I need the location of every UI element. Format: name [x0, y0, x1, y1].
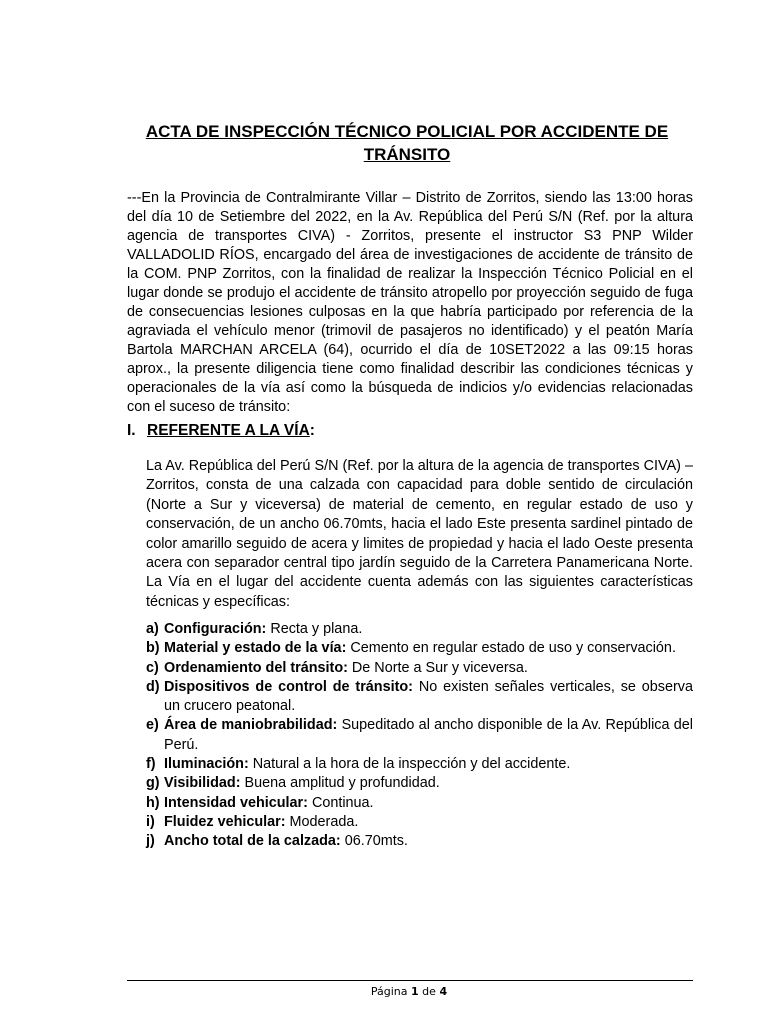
list-item [146, 659, 693, 678]
list-marker: b) [146, 640, 160, 657]
section-title-colon: : [309, 422, 315, 439]
characteristics-list [146, 620, 693, 852]
item-text: Supeditado al ancho disponible de la Av. República del Perú. [164, 717, 693, 753]
list-item [146, 755, 693, 774]
intro-paragraph: ---En la Provincia de Contralmirante Villar – Distrito de Zorritos, siendo las 13:00 horas del día 10 de Setiembre del 2022, en la Av. República del Perú S/N (Ref. por la altura agencia de transportes CIVA) - Zorritos, presente el instructor S3 PNP Wilder VALLADOLID RÍOS, encargado del área de investigaciones de accidente de tránsito de la COM. PNP Zorritos, con la finalidad de realizar la Inspección Técnico Policial en el lugar donde se produjo el accidente de tránsito atropello por proyección seguido de fuga de consecuencias lesiones culposas en la que habría participado por referencia de la agraviada el vehículo menor (trimovil de pasajeros no identificado) y el peatón María Bartola MARCHAN ARCELA (64), ocurrido el día de 10SET2022 a las 09:15 horas aprox., la presente diligencia tiene como finalidad describir las condiciones técnicas y operacionales de la vía así como la búsqueda de indicios y/o evidencias relacionadas con el suceso de tránsito: [127, 190, 693, 415]
list-item [146, 639, 693, 658]
item-label: Iluminación: [164, 756, 249, 773]
item-text: Recta y plana. [266, 621, 363, 637]
item-label: Configuración: [164, 621, 267, 637]
footer-current-page: 1 [411, 985, 419, 998]
list-item [146, 774, 693, 793]
item-text: Moderada. [285, 813, 359, 830]
footer-middle: de [418, 985, 440, 998]
list-marker: d) [146, 678, 160, 695]
footer-total-pages: 4 [439, 985, 448, 998]
list-item [146, 813, 693, 832]
item-label: Área de maniobrabilidad: [164, 717, 338, 734]
item-text: Natural a la hora de la inspección y del accidente. [248, 756, 571, 773]
section-number: I. [127, 422, 136, 439]
item-text: 06.70mts. [340, 833, 408, 850]
page-footer [0, 985, 768, 998]
item-label: Intensidad vehicular: [164, 794, 308, 811]
footer-prefix: Página [370, 985, 412, 998]
section-title: REFERENTE A LA VÍA [147, 422, 310, 439]
section-heading [127, 422, 315, 440]
list-item [146, 794, 693, 813]
list-item [146, 716, 693, 755]
item-label: Visibilidad: [164, 775, 241, 792]
item-text: Continua. [307, 794, 374, 811]
section-paragraph: La Av. República del Perú S/N (Ref. por la altura de la agencia de transportes CIVA) – Zorritos, consta de una calzada con capacidad para doble sentido de circulación (Norte a Sur y viceversa) de material de cemento, en regular estado de uso y conservación, de un ancho 06.70mts, hacia el lado Este presenta sardinel pintado de color amarillo seguido de acera y limites de propiedad y hacia el lado Oeste presenta acera con separador central tipo jardín seguido de la Carretera Panamericana Norte. La Vía en el lugar del accidente cuenta además con las siguientes características técnicas y específicas: [146, 458, 693, 610]
list-marker: g) [146, 775, 160, 792]
list-item [146, 678, 693, 717]
item-text: Cemento en regular estado de uso y conservación. [346, 640, 676, 657]
list-marker: e) [146, 717, 159, 734]
document-title: ACTA DE INSPECCIÓN TÉCNICO POLICIAL POR ACCIDENTE DE TRÁNSITO [145, 122, 669, 164]
item-text: De Norte a Sur y viceversa. [347, 659, 528, 676]
item-text: Buena amplitud y profundidad. [240, 775, 440, 792]
list-marker: i) [146, 813, 155, 830]
list-marker: c) [146, 659, 159, 676]
list-marker: a) [146, 621, 159, 637]
list-item [146, 620, 693, 639]
list-marker: h) [146, 794, 160, 811]
footer-divider [127, 980, 693, 981]
list-item [146, 832, 693, 851]
item-text: No existen señales verticales, se observa un crucero peatonal. [164, 678, 693, 715]
item-label: Ordenamiento del tránsito: [164, 659, 348, 676]
item-label: Fluidez vehicular: [164, 813, 286, 830]
list-marker: f) [146, 756, 156, 773]
item-label: Ancho total de la calzada: [164, 833, 341, 850]
list-marker: j) [146, 833, 155, 850]
item-label: Material y estado de la vía: [164, 640, 347, 657]
item-label: Dispositivos de control de tránsito: [164, 678, 413, 695]
